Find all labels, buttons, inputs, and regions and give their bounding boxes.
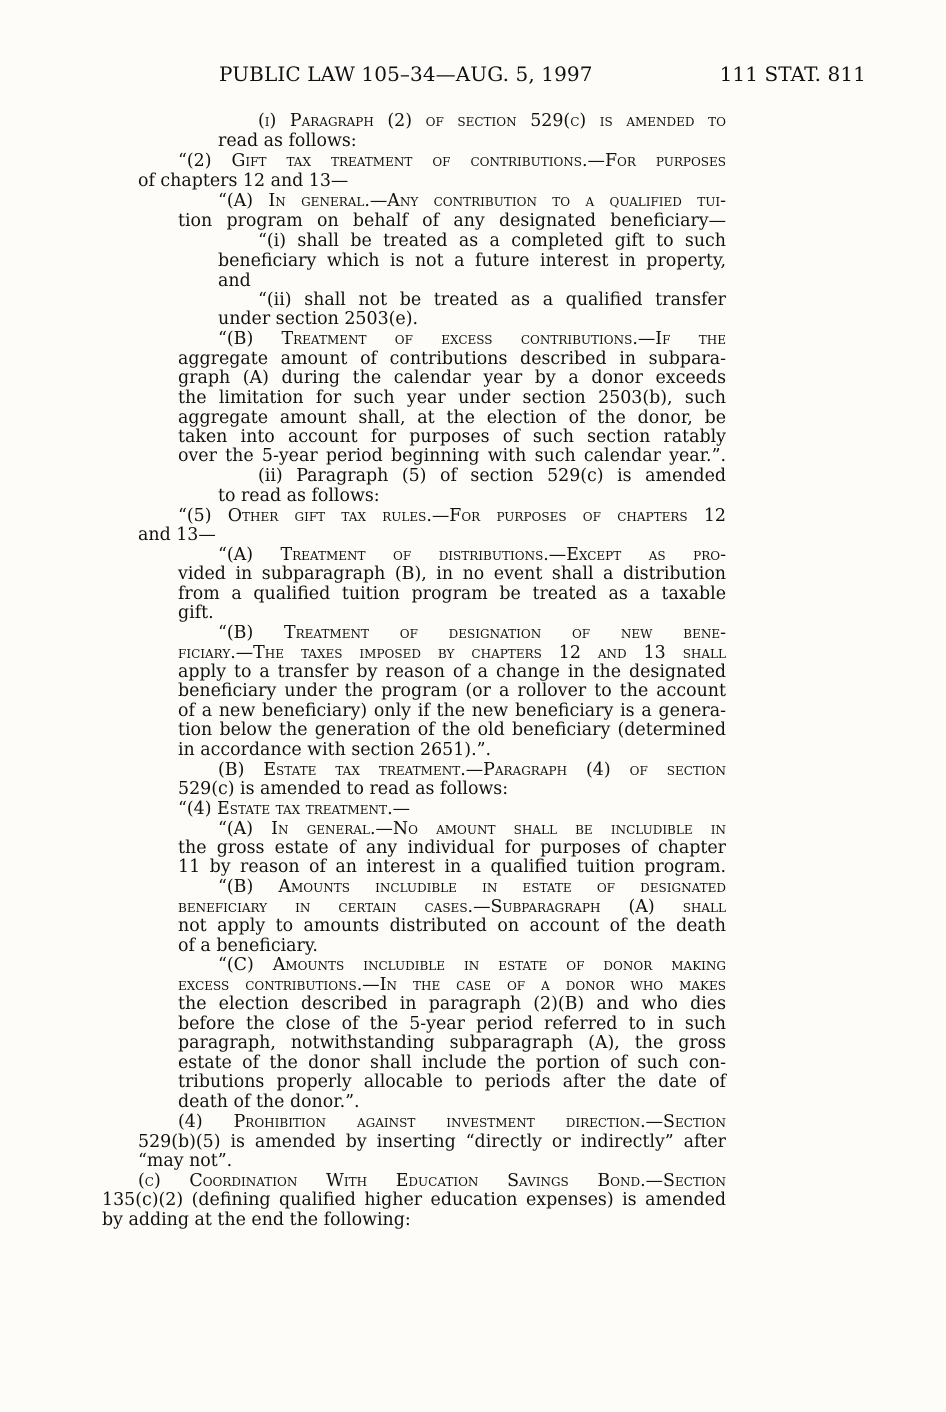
text-line: (ii) Paragraph (5) of section 529(c) is amended bbox=[258, 466, 726, 486]
text-line: beneficiary which is not a future interest in property, bbox=[218, 251, 726, 271]
text-line: “(i) shall be treated as a completed gift to such bbox=[258, 231, 726, 251]
text-line: gift. bbox=[178, 603, 214, 623]
text-line: tion program on behalf of any designated beneficiary— bbox=[178, 211, 726, 231]
text-line: 135(c)(2) (defining qualified higher education expenses) is amended bbox=[102, 1190, 726, 1210]
text-line: tion below the generation of the old beneficiary (determined bbox=[178, 720, 726, 740]
text-line: the limitation for such year under section 2503(b), such bbox=[178, 388, 726, 408]
text-line: not apply to amounts distributed on account of the death bbox=[178, 916, 726, 936]
text-line: read as follows: bbox=[218, 131, 357, 151]
text-line: “(B) Treatment of designation of new bene- bbox=[218, 623, 726, 643]
header-stat-page: 111 STAT. 811 bbox=[719, 62, 866, 86]
text-line: 529(c) is amended to read as follows: bbox=[178, 779, 509, 799]
text-line: (c) Coordination With Education Savings Bond.—Section bbox=[138, 1171, 726, 1191]
text-line: “(5) Other gift tax rules.—For purposes of chapters 12 bbox=[178, 506, 726, 526]
text-line: in accordance with section 2651).”. bbox=[178, 740, 492, 760]
header-law-date: PUBLIC LAW 105–34—AUG. 5, 1997 bbox=[219, 62, 593, 86]
text-line: the election described in paragraph (2)(B) and who dies bbox=[178, 994, 726, 1014]
text-line: death of the donor.”. bbox=[178, 1092, 360, 1112]
text-line: from a qualified tuition program be treated as a taxable bbox=[178, 584, 726, 604]
text-line: beneficiary in certain cases.—Subparagraph (A) shall bbox=[178, 897, 726, 917]
text-line: “(A) In general.—No amount shall be includible in bbox=[218, 819, 726, 839]
text-line: “(C) Amounts includible in estate of donor making bbox=[218, 955, 726, 975]
text-line: graph (A) during the calendar year by a donor exceeds bbox=[178, 368, 726, 388]
text-line: ficiary.—The taxes imposed by chapters 12 and 13 shall bbox=[178, 643, 726, 663]
running-header bbox=[200, 62, 866, 86]
text-line: beneficiary under the program (or a rollover to the account bbox=[178, 681, 726, 701]
text-line: “may not”. bbox=[138, 1151, 233, 1171]
text-line: aggregate amount of contributions described in subpara- bbox=[178, 349, 726, 369]
text-line: 11 by reason of an interest in a qualified tuition program. bbox=[178, 857, 726, 877]
text-line: 529(b)(5) is amended by inserting “directly or indirectly” after bbox=[138, 1132, 726, 1152]
text-line: and bbox=[218, 271, 251, 291]
text-line: (4) Prohibition against investment direction.—Section bbox=[178, 1112, 726, 1132]
text-line: (i) Paragraph (2) of section 529(c) is amended to bbox=[258, 111, 726, 131]
text-line: “(A) Treatment of distributions.—Except as pro- bbox=[218, 545, 726, 565]
text-line: “(ii) shall not be treated as a qualified transfer bbox=[258, 290, 726, 310]
text-line: “(4) Estate tax treatment.— bbox=[178, 799, 410, 819]
text-line: the gross estate of any individual for purposes of chapter bbox=[178, 838, 726, 858]
text-line: of a new beneficiary) only if the new beneficiary is a genera- bbox=[178, 701, 726, 721]
text-line: “(B) Treatment of excess contributions.—If the bbox=[218, 329, 726, 349]
text-line: paragraph, notwithstanding subparagraph (A), the gross bbox=[178, 1033, 726, 1053]
text-line: tributions properly allocable to periods after the date of bbox=[178, 1072, 726, 1092]
text-line: to read as follows: bbox=[218, 486, 380, 506]
text-line: of chapters 12 and 13— bbox=[138, 171, 349, 191]
text-line: by adding at the end the following: bbox=[102, 1210, 411, 1230]
text-line: apply to a transfer by reason of a change in the designated bbox=[178, 662, 726, 682]
text-line: “(A) In general.—Any contribution to a qualified tui- bbox=[218, 191, 726, 211]
text-line: aggregate amount shall, at the election of the donor, be bbox=[178, 408, 726, 428]
text-line: excess contributions.—In the case of a donor who makes bbox=[178, 975, 726, 995]
text-line: (B) Estate tax treatment.—Paragraph (4) of section bbox=[218, 760, 726, 780]
text-line: under section 2503(e). bbox=[218, 309, 419, 329]
text-line: of a beneficiary. bbox=[178, 936, 318, 956]
text-line: taken into account for purposes of such section ratably bbox=[178, 427, 726, 447]
text-line: over the 5-year period beginning with such calendar year.”. bbox=[178, 446, 726, 466]
text-line: before the close of the 5-year period referred to in such bbox=[178, 1014, 726, 1034]
text-line: estate of the donor shall include the portion of such con- bbox=[178, 1053, 726, 1073]
text-line: vided in subparagraph (B), in no event shall a distribution bbox=[178, 564, 726, 584]
text-line: “(B) Amounts includible in estate of designated bbox=[218, 877, 726, 897]
text-line: “(2) Gift tax treatment of contributions.—For purposes bbox=[178, 151, 726, 171]
text-line: and 13— bbox=[138, 525, 216, 545]
